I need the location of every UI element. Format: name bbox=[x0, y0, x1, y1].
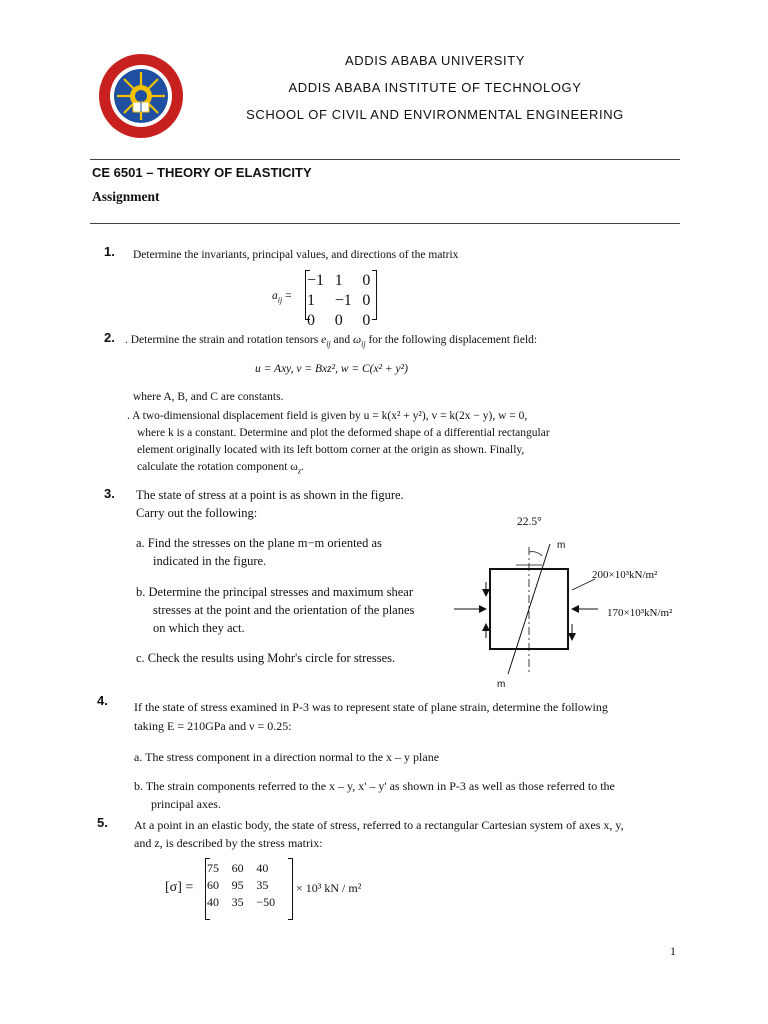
question-3-part-a-line-2: indicated in the figure. bbox=[153, 554, 267, 568]
question-5-stress-matrix bbox=[205, 858, 293, 920]
question-2-number: 2. bbox=[104, 330, 115, 345]
question-1-matrix bbox=[305, 270, 377, 329]
figure-stress-label-2: 170×10³kN/m² bbox=[607, 607, 673, 619]
matrix-cell: 0 bbox=[362, 272, 371, 289]
right-arrows bbox=[572, 579, 598, 640]
question-4-line-1: If the state of stress examined in P-3 was to represent state of plane strain, determine the following bbox=[134, 700, 608, 714]
matrix-cell: 0 bbox=[307, 312, 315, 329]
matrix-cell: 60 bbox=[231, 861, 244, 875]
header-divider-bottom bbox=[90, 223, 680, 224]
figure-plane-label-bottom: m bbox=[497, 679, 506, 690]
question-3-part-b-line-1: b. Determine the principal stresses and maximum shear bbox=[136, 585, 414, 599]
matrix-cell: −50 bbox=[256, 895, 276, 909]
question-3-part-c: c. Check the results using Mohr's circle for stresses. bbox=[136, 651, 396, 665]
matrix-cell: −1 bbox=[307, 272, 325, 289]
question-3-intro-line-2: Carry out the following: bbox=[136, 506, 258, 520]
university-name: ADDIS ABABA UNIVERSITY bbox=[344, 53, 526, 68]
matrix-cell: 60 bbox=[207, 878, 219, 892]
question-4-number: 4. bbox=[97, 693, 108, 708]
matrix-cell: 1 bbox=[334, 272, 343, 289]
question-1-number: 1. bbox=[104, 244, 115, 259]
question-4-line-2: taking E = 210GPa and ν = 0.25: bbox=[134, 719, 292, 733]
assignment-label: Assignment bbox=[92, 189, 160, 204]
matrix-cell: 40 bbox=[207, 895, 219, 909]
figure-angle-label: 22.5° bbox=[517, 516, 542, 528]
question-2-displacement-field: u = Axy, v = Bxz², w = C(x² + y²) bbox=[255, 363, 408, 375]
question-3-intro-line-1: The state of stress at a point is as shown in the figure. bbox=[136, 488, 404, 502]
question-2-part-2-line-2: where k is a constant. Determine and plot the deformed shape of a differential rectangular bbox=[137, 427, 550, 439]
matrix-cell: 35 bbox=[231, 895, 244, 909]
question-3-number: 3. bbox=[104, 486, 115, 501]
question-2-part-2-line-1: . A two-dimensional displacement field is given by u = k(x² + y²), v = k(2x − y), w = 0, bbox=[127, 410, 528, 422]
question-2-text: . Determine the strain and rotation tensors $e_{ij}$ and $\omega_{ij}$ for the following displacement field: bbox=[125, 334, 538, 349]
question-1-matrix-label: $a_{ij}$ = bbox=[272, 290, 292, 305]
question-4-part-b-line-1: b. The strain components referred to the x – y, x' – y' as shown in P-3 as well as those referred to the bbox=[134, 779, 615, 793]
question-5-line-2: and z, is described by the stress matrix: bbox=[134, 836, 323, 850]
matrix-cell: 35 bbox=[256, 878, 269, 892]
question-5-number: 5. bbox=[97, 815, 108, 830]
question-2-constants-note: where A, B, and C are constants. bbox=[133, 391, 284, 403]
institute-name: ADDIS ABABA INSTITUTE OF TECHNOLOGY bbox=[288, 80, 582, 95]
question-3-part-b-line-2: stresses at the point and the orientation of the planes bbox=[153, 603, 415, 617]
stress-element-figure bbox=[450, 512, 690, 692]
matrix-cell: 1 bbox=[307, 292, 315, 309]
left-arrow bbox=[454, 582, 486, 638]
question-5-matrix-unit: × 10³ kN / m² bbox=[296, 881, 362, 895]
page-number: 1 bbox=[670, 944, 676, 958]
course-title: CE 6501 – THEORY OF ELASTICITY bbox=[92, 165, 312, 180]
matrix-cell: −1 bbox=[334, 292, 352, 309]
figure-plane-label-top: m bbox=[557, 540, 566, 551]
matrix-cell: 0 bbox=[362, 292, 371, 309]
question-2-part-2-line-4: calculate the rotation component $\omega_z$. bbox=[137, 461, 304, 476]
question-5-matrix-label: [σ] = bbox=[165, 880, 194, 895]
angle-arc bbox=[529, 552, 542, 556]
question-5-line-1: At a point in an elastic body, the state of stress, referred to a rectangular Cartesian system of axes x, y, bbox=[134, 818, 624, 832]
matrix-cell: 75 bbox=[207, 861, 219, 875]
matrix-cell: 40 bbox=[256, 861, 269, 875]
question-3-part-b-line-3: on which they act. bbox=[153, 621, 245, 635]
header-divider-top bbox=[90, 159, 680, 160]
matrix-cell: 95 bbox=[231, 878, 244, 892]
question-4-part-b-line-2: principal axes. bbox=[151, 797, 221, 811]
question-4-part-a: a. The stress component in a direction normal to the x – y plane bbox=[134, 750, 440, 764]
figure-stress-label-1: 200×10³kN/m² bbox=[592, 569, 658, 581]
question-3-part-a-line-1: a. Find the stresses on the plane m−m oriented as bbox=[136, 536, 382, 550]
matrix-cell: 0 bbox=[334, 312, 343, 329]
university-seal-logo bbox=[97, 52, 185, 140]
question-1-text: Determine the invariants, principal values, and directions of the matrix bbox=[133, 249, 459, 261]
question-2-part-2-line-3: element originally located with its left bottom corner at the origin as shown. Finally, bbox=[137, 444, 525, 456]
school-name: SCHOOL OF CIVIL AND ENVIRONMENTAL ENGINEERING bbox=[246, 107, 624, 122]
matrix-cell: 0 bbox=[362, 312, 371, 329]
